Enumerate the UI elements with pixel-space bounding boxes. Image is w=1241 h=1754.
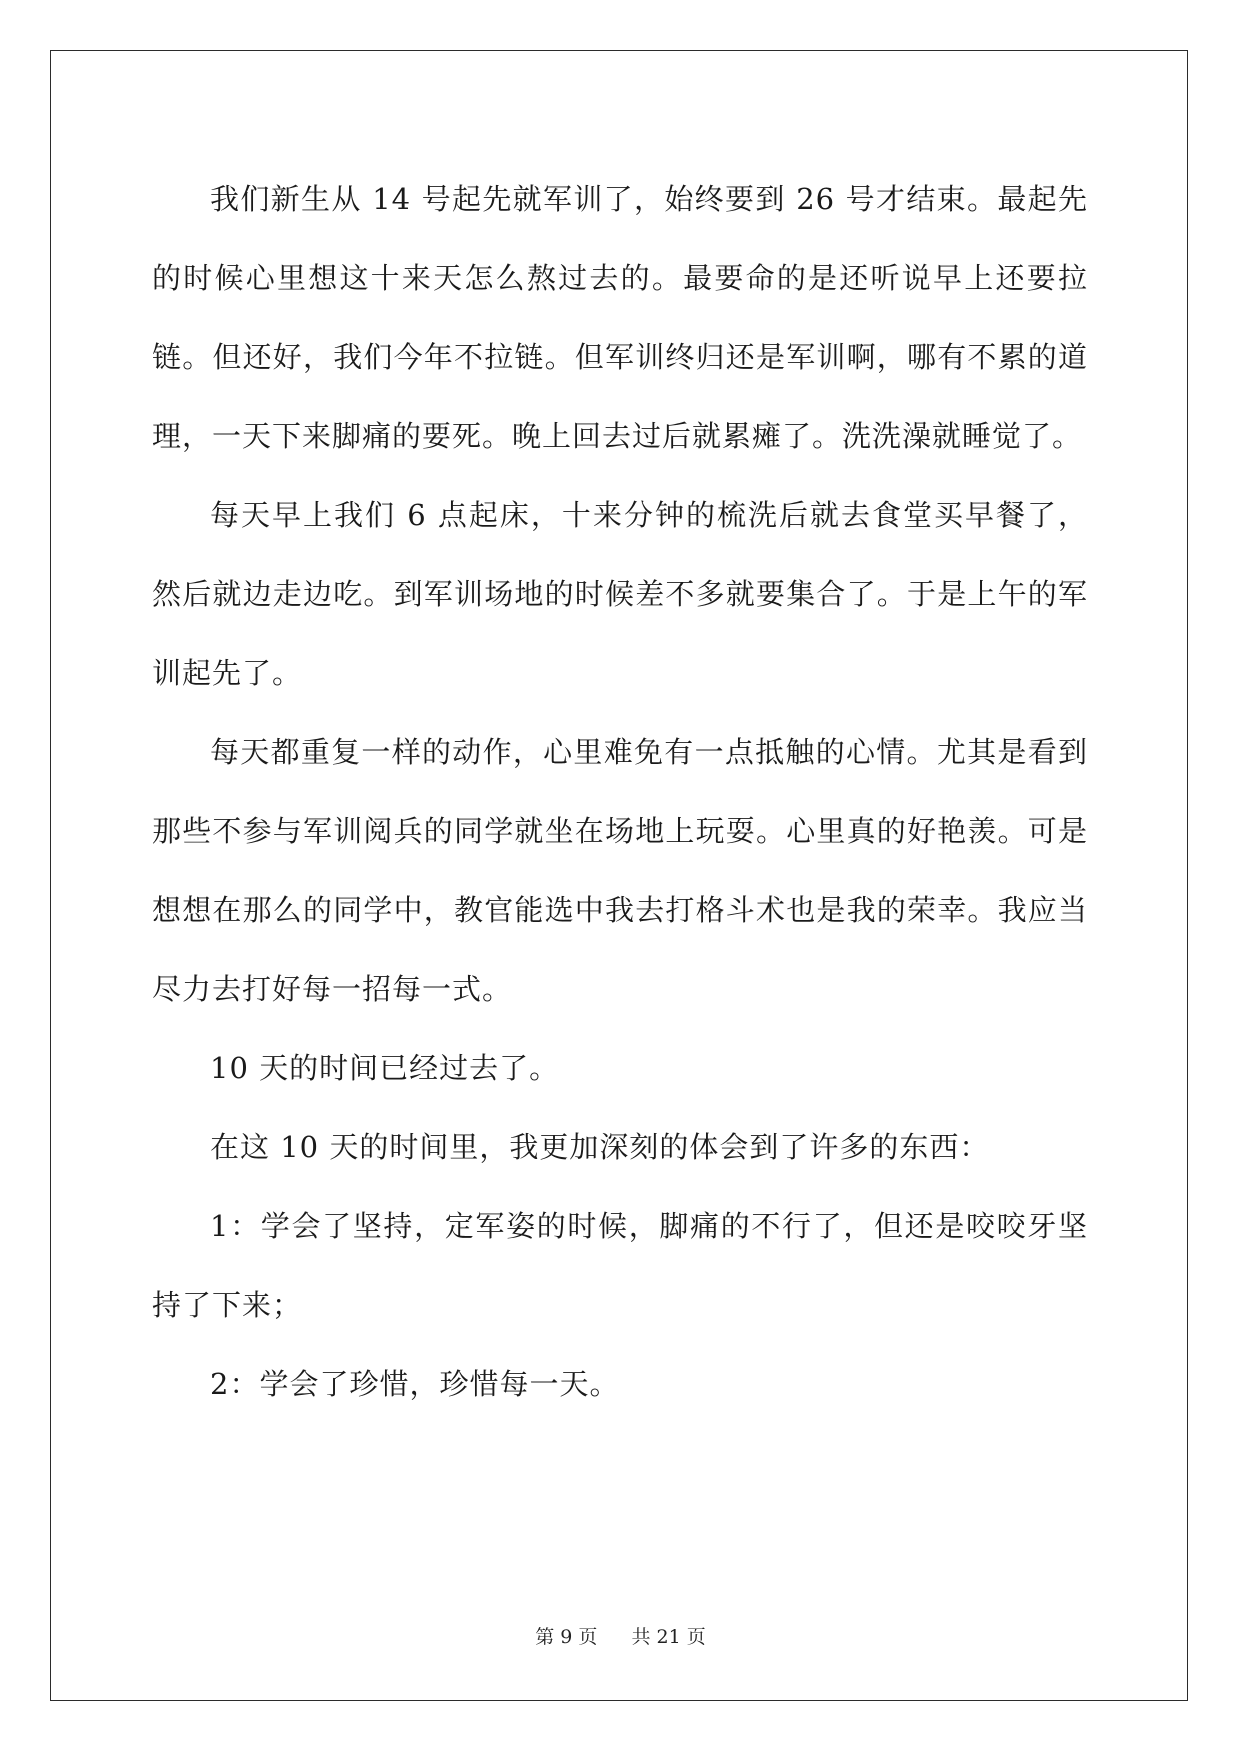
page-number: 第 9 页 — [535, 1626, 598, 1648]
page-footer — [0, 1622, 1241, 1649]
page-total: 共 21 页 — [631, 1626, 706, 1648]
paragraph: 1：学会了坚持，定军姿的时候，脚痛的不行了，但还是咬咬牙坚持了下来； — [152, 1209, 1088, 1322]
paragraph: 每天早上我们 6 点起床，十来分钟的梳洗后就去食堂买早餐了，然后就边走边吃。到军训场地的时候差不多就要集合了。于是上午的军训起先了。 — [152, 498, 1088, 690]
paragraph: 10 天的时间已经过去了。 — [210, 1051, 560, 1085]
paragraph: 每天都重复一样的动作，心里难免有一点抵触的心情。尤其是看到那些不参与军训阅兵的同学就坐在场地上玩耍。心里真的好艳羡。可是想想在那么的同学中，教官能选中我去打格斗术也是我的荣幸。我应当尽力去打好每一招每一式。 — [152, 735, 1088, 1006]
paragraph: 2：学会了珍惜，珍惜每一天。 — [210, 1367, 620, 1401]
document-body — [152, 160, 1088, 1424]
paragraph: 在这 10 天的时间里，我更加深刻的体会到了许多的东西： — [210, 1130, 990, 1164]
paragraph: 我们新生从 14 号起先就军训了，始终要到 26 号才结束。最起先的时候心里想这十来天怎么熬过去的。最要命的是还听说早上还要拉链。但还好，我们今年不拉链。但军训终归还是军训啊，哪有不累的道理，一天下来脚痛的要死。晚上回去过后就累瘫了。洗洗澡就睡觉了。 — [152, 182, 1088, 453]
